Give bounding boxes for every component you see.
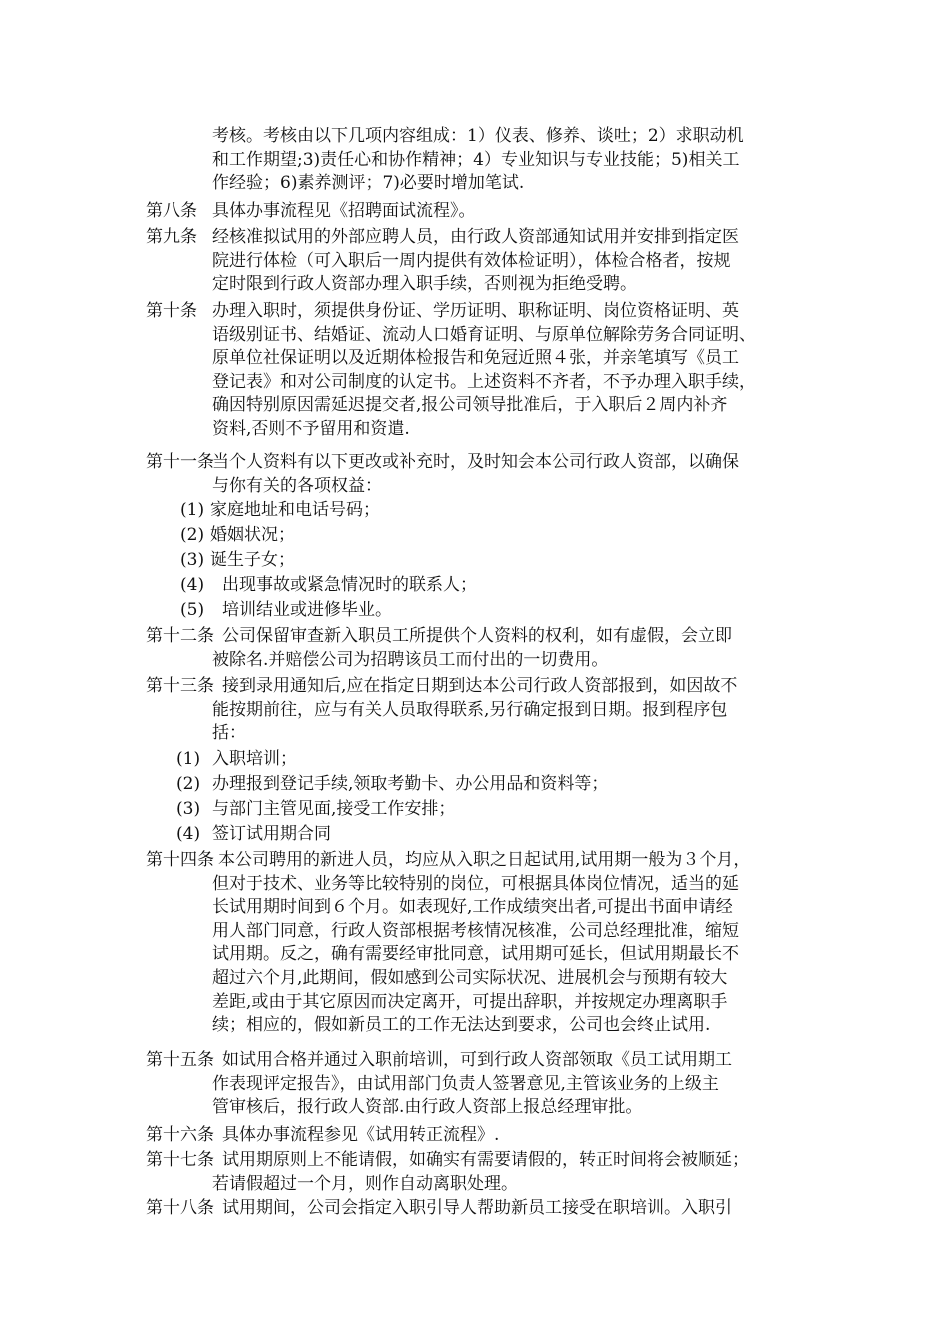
article-10-text: [212, 300, 756, 442]
text-line: 公司保留审查新入职员工所提供个人资料的权利，如有虚假，会立即: [222, 626, 732, 646]
article-17-text: [212, 1149, 749, 1196]
article-16-label: 第十六条: [146, 1125, 214, 1145]
article-18-label: 第十八条: [146, 1198, 214, 1218]
article-7-continuation: [212, 125, 744, 196]
item-number: (3): [180, 550, 205, 570]
item-text: 签订试用期合同: [212, 824, 331, 844]
article-8-text: [212, 200, 476, 224]
text-line: 具体办事流程见《招聘面试流程》。: [212, 201, 476, 221]
article-14-text: [212, 849, 751, 1038]
text-line: 考核。考核由以下几项内容组成：1）仪表、修养、谈吐；2）求职动机: [212, 126, 744, 146]
item-number: (1): [176, 749, 201, 769]
text-line: 登记表》和对公司制度的认定书。上述资料不齐者，不予办理入职手续，: [212, 371, 756, 392]
text-line: 院进行体检（可入职后一周内提供有效体检证明），体检合格者，按规: [212, 250, 731, 271]
text-line: 作表现评定报告》，由试用部门负责人签署意见,主管该业务的上级主: [212, 1073, 719, 1094]
text-line: 原单位社保证明以及近期体检报告和免冠近照４张，并亲笔填写《员工: [212, 348, 739, 369]
text-line: 本公司聘用的新进人员，均应从入职之日起试用,试用期一般为３个月，: [218, 850, 751, 870]
article-12-text: [212, 625, 732, 672]
text-line: 若请假超过一个月，则作自动离职处理。: [212, 1173, 518, 1194]
article-12-label: 第十二条: [146, 626, 214, 646]
text-line: 经核准拟试用的外部应聘人员，由行政人资部通知试用并安排到指定医: [212, 227, 739, 247]
text-line: 如试用合格并通过入职前培训，可到行政人资部领取《员工试用期工: [222, 1050, 732, 1070]
item-text: 入职培训；: [212, 749, 297, 769]
item-text: 培训结业或进修毕业。: [222, 600, 392, 620]
text-line: 接到录用通知后,应在指定日期到达本公司行政人资部报到，如因故不: [222, 676, 738, 696]
article-15-label: 第十五条: [146, 1050, 214, 1070]
item-number: (2): [180, 525, 205, 545]
item-number: (4): [176, 824, 201, 844]
text-line: 能按期前往，应与有关人员取得联系,另行确定报到日期。报到程序包: [212, 699, 728, 720]
text-line: 但对于技术、业务等比较特别的岗位，可根据具体岗位情况，适当的延: [212, 873, 739, 894]
article-10-label: 第十条: [146, 301, 197, 321]
item-text: 家庭地址和电话号码；: [210, 500, 380, 520]
text-line: 语级别证书、结婚证、流动人口婚育证明、与原单位解除劳务合同证明、: [212, 324, 756, 345]
article-18-text: [222, 1197, 732, 1221]
text-line: 管审核后，报行政人资部.由行政人资部上报总经理审批。: [212, 1097, 643, 1118]
text-line: 具体办事流程参见《试用转正流程》.: [222, 1125, 500, 1145]
text-line: 括：: [212, 723, 246, 744]
text-line: 定时限到行政人资部办理入职手续，否则视为拒绝受聘。: [212, 274, 637, 295]
item-text: 与部门主管见面,接受工作安排；: [212, 799, 456, 819]
article-13-text: [212, 675, 738, 746]
article-8-label: 第八条: [146, 201, 197, 221]
article-17-label: 第十七条: [146, 1150, 214, 1170]
text-line: 被除名.并赔偿公司为招聘该员工而付出的一切费用。: [212, 649, 609, 670]
item-text: 婚姻状况；: [210, 525, 295, 545]
item-text: 诞生子女；: [210, 550, 295, 570]
article-15-text: [212, 1049, 732, 1120]
text-line: 与你有关的各项权益：: [212, 475, 382, 496]
article-9-label: 第九条: [146, 227, 197, 247]
item-number: (2): [176, 774, 201, 794]
article-11-label: 第十一条: [146, 452, 214, 472]
item-number: (3): [176, 799, 201, 819]
item-text: 出现事故或紧急情况时的联系人；: [222, 575, 477, 595]
article-14-label: 第十四条: [146, 850, 214, 870]
text-line: 试用期原则上不能请假，如确实有需要请假的，转正时间将会被顺延；: [222, 1150, 749, 1170]
item-number: (5): [180, 600, 205, 620]
text-line: 长试用期时间到６个月。如表现好,工作成绩突出者,可提出书面申请经: [212, 897, 733, 918]
item-text: 办理报到登记手续,领取考勤卡、办公用品和资料等；: [212, 774, 609, 794]
text-line: 和工作期望;3)责任心和协作精神；4）专业知识与专业技能；5)相关工: [212, 149, 740, 170]
text-line: 办理入职时，须提供身份证、学历证明、职称证明、岗位资格证明、英: [212, 301, 739, 321]
text-line: 当个人资料有以下更改或补充时，及时知会本公司行政人资部，以确保: [212, 452, 739, 472]
article-16-text: [222, 1124, 499, 1148]
text-line: 试用期间，公司会指定入职引导人帮助新员工接受在职培训。入职引: [222, 1198, 732, 1218]
article-13-label: 第十三条: [146, 676, 214, 696]
item-number: (4): [180, 575, 205, 595]
article-9-text: [212, 226, 739, 297]
text-line: 试用期。反之，确有需要经审批同意，试用期可延长，但试用期最长不: [212, 944, 739, 965]
text-line: 差距,或由于其它原因而决定离开，可提出辞职，并按规定办理离职手: [212, 991, 728, 1012]
article-11-text: [212, 451, 739, 498]
text-line: 超过六个月,此期间，假如感到公司实际状况、进展机会与预期有较大: [212, 967, 728, 988]
text-line: 确因特别原因需延迟提交者,报公司领导批准后，于入职后２周内补齐: [212, 395, 728, 416]
text-line: 用人部门同意，行政人资部根据考核情况核准，公司总经理批准，缩短: [212, 920, 739, 941]
item-number: (1): [180, 500, 205, 520]
text-line: 续；相应的，假如新员工的工作无法达到要求，公司也会终止试用.: [212, 1015, 711, 1036]
text-line: 资料,否则不予留用和资遣.: [212, 418, 410, 439]
text-line: 作经验；6)素养测评；7)必要时增加笔试.: [212, 173, 525, 194]
